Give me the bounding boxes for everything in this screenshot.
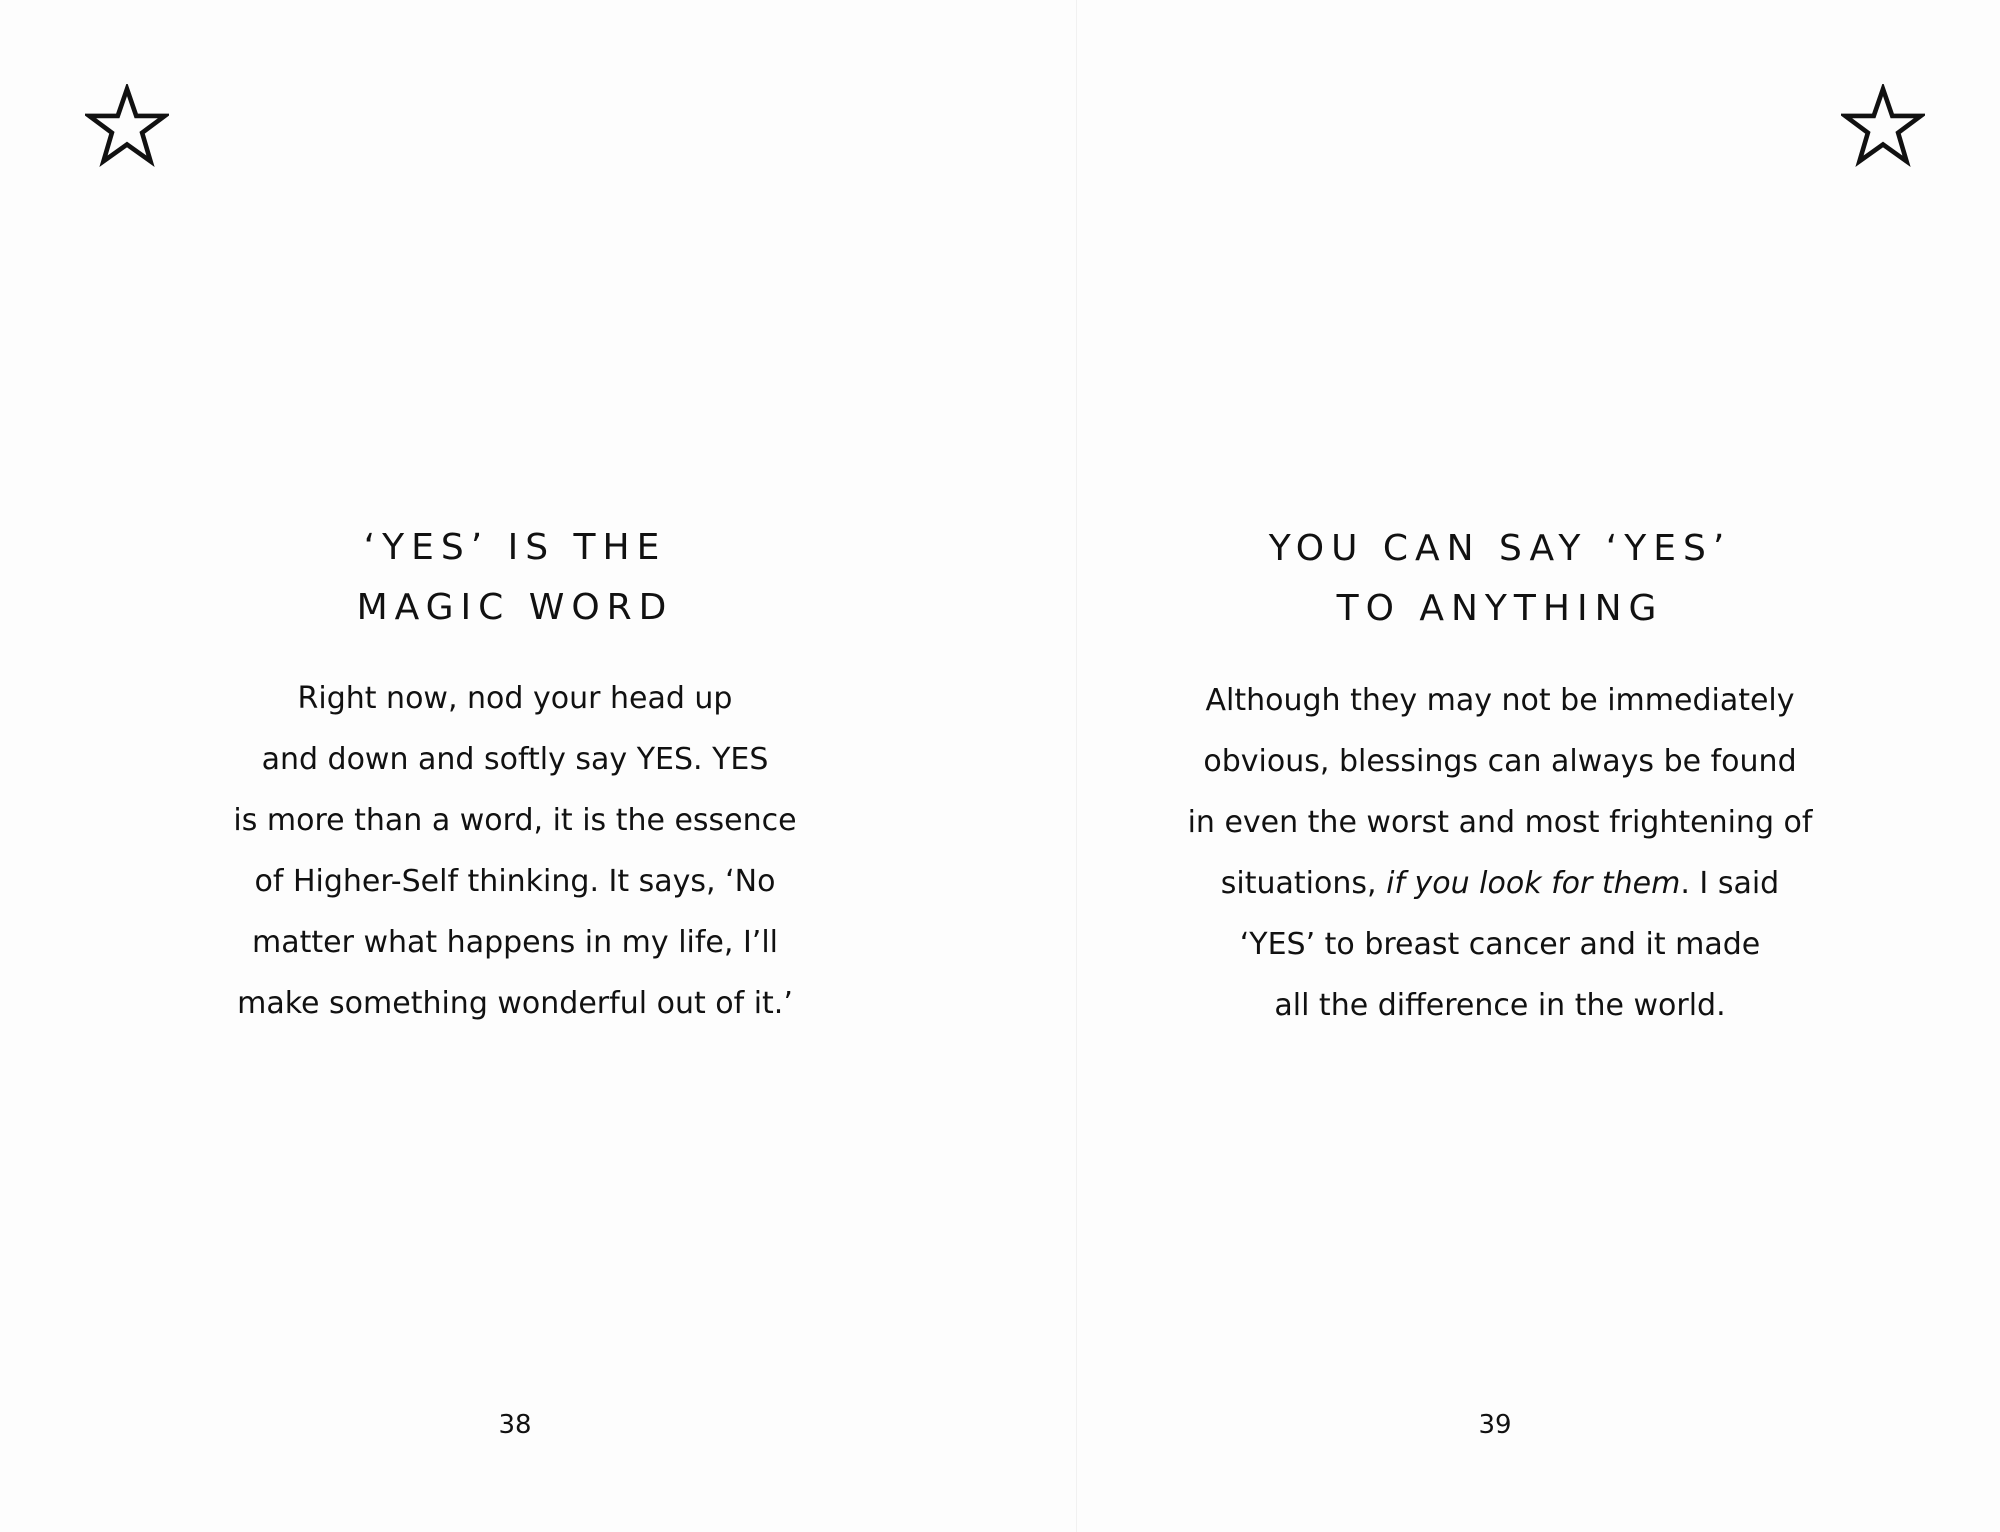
page-number: 38: [498, 1410, 532, 1440]
right-page: [1000, 0, 2000, 1532]
body-line: Although they may not be immediately: [1205, 683, 1795, 718]
body-line: make something wonderful out of it.’: [237, 986, 793, 1021]
title-line: MAGIC WORD: [356, 587, 674, 628]
body-line: obvious, blessings can always be found: [1203, 744, 1797, 779]
body-line: matter what happens in my life, I’ll: [251, 925, 779, 960]
star-icon: [85, 84, 169, 168]
star-icon: [1841, 84, 1925, 168]
body-line: of Higher-Self thinking. It says, ‘No: [254, 864, 776, 899]
body-text-segment: situations,: [1220, 866, 1387, 901]
body-line: [1130, 853, 1870, 914]
body-text-segment: . I said: [1680, 866, 1780, 901]
body-line: ‘YES’ to breast cancer and it made: [1239, 927, 1761, 962]
title-line: ‘YES’ IS THE: [363, 527, 667, 568]
body-paragraph: [1130, 670, 1870, 1036]
body-line: is more than a word, it is the essence: [233, 803, 797, 838]
page-title: [1130, 519, 1870, 639]
italic-emphasis: if you look for them: [1386, 866, 1681, 901]
title-line: YOU CAN SAY ‘YES’: [1268, 528, 1732, 569]
body-line: Right now, nod your head up: [297, 681, 733, 716]
body-paragraph: [180, 668, 850, 1034]
body-line: all the difference in the world.: [1274, 988, 1726, 1023]
page-title: [180, 518, 850, 638]
title-line: TO ANYTHING: [1336, 588, 1664, 629]
body-line: in even the worst and most frightening of: [1187, 805, 1813, 840]
page-number: 39: [1478, 1410, 1512, 1440]
body-line: and down and softly say YES. YES: [261, 742, 769, 777]
